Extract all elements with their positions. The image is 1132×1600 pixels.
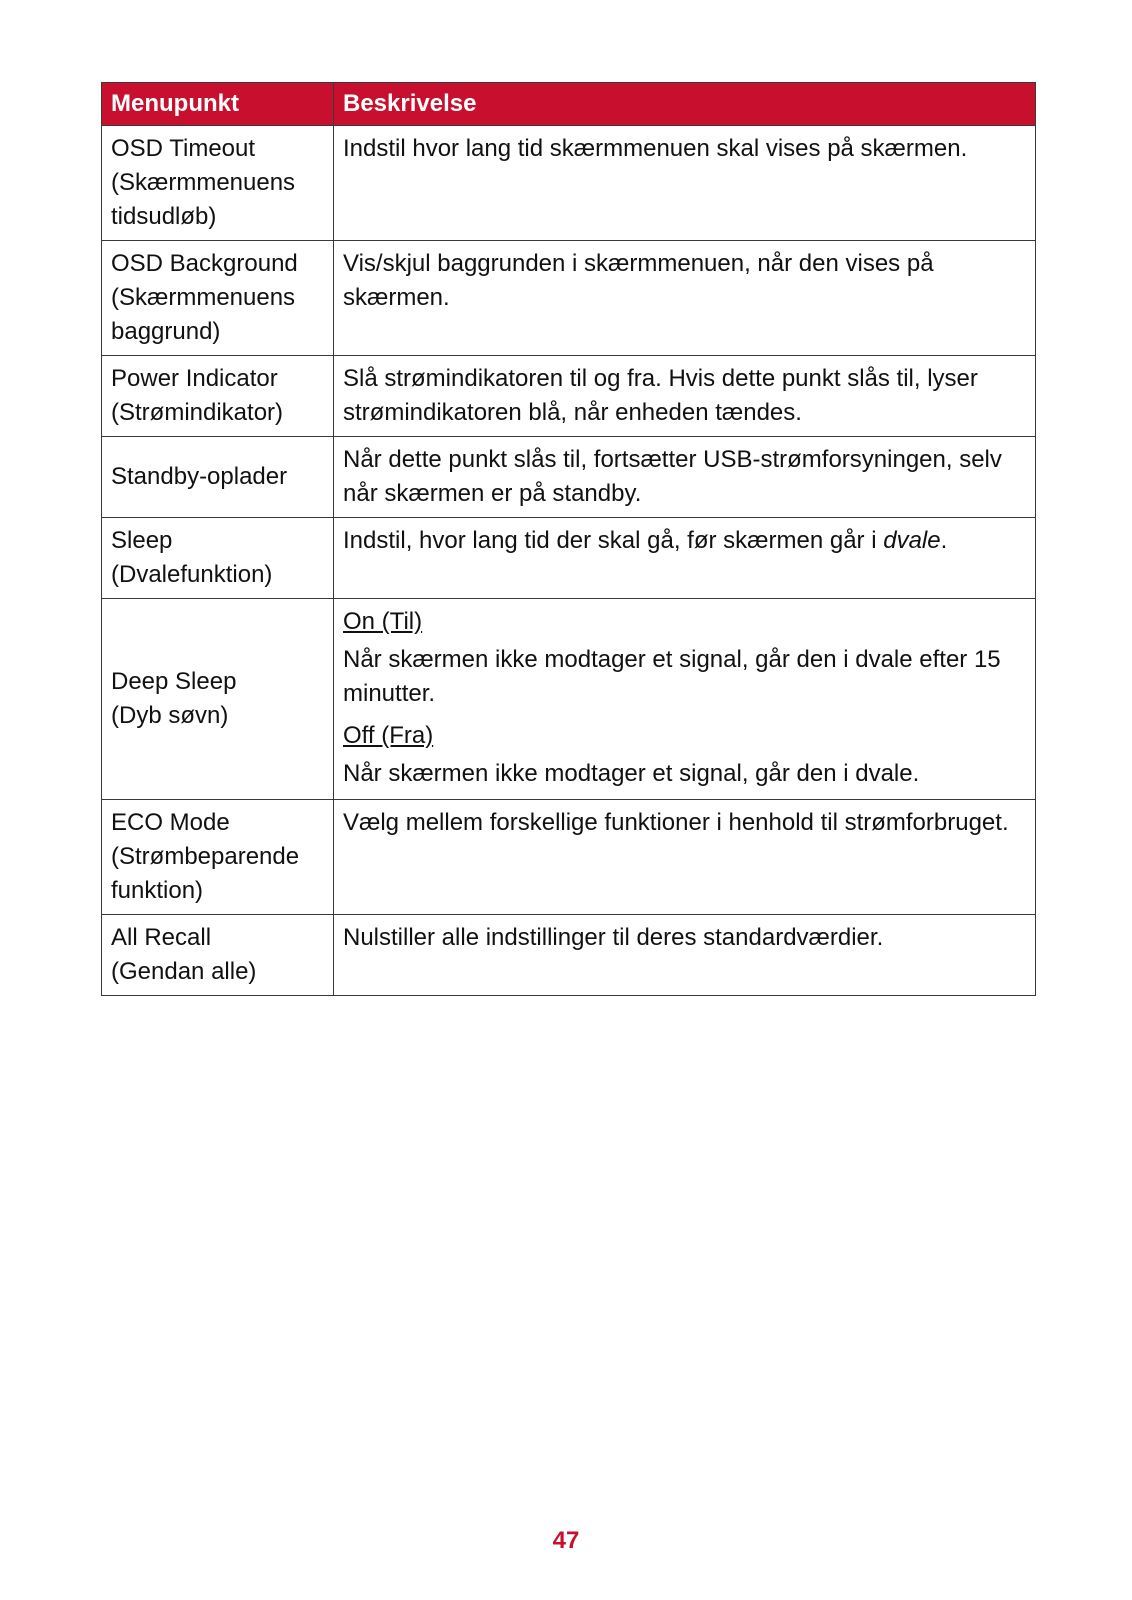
table-header-row	[102, 83, 1036, 126]
description-text: Indstil, hvor lang tid der skal gå, før skærmen går i	[343, 527, 884, 554]
item-line: (Gendan alle)	[111, 958, 257, 985]
option-description-on: Når skærmen ikke modtager et signal, går den i dvale efter 15 minutter.	[343, 646, 1001, 707]
table-row	[102, 437, 1036, 518]
option-heading-on: On (Til)	[343, 608, 423, 635]
header-beskrivelse: Beskrivelse	[334, 83, 1036, 126]
item-cell	[102, 518, 334, 599]
item-line: Sleep	[111, 527, 173, 554]
description-cell: Når dette punkt slås til, fortsætter USB-strømforsyningen, selv når skærmen er på standby.	[334, 437, 1036, 518]
description-italic: dvale	[883, 527, 941, 554]
item-cell	[102, 241, 334, 356]
description-cell: Slå strømindikatoren til og fra. Hvis dette punkt slås til, lyser strømindikatoren blå, når enheden tændes.	[334, 356, 1036, 437]
table-row	[102, 518, 1036, 599]
item-cell	[102, 356, 334, 437]
description-cell: Nulstiller alle indstillinger til deres standardværdier.	[334, 915, 1036, 996]
item-cell	[102, 126, 334, 241]
description-cell: Vælg mellem forskellige funktioner i henhold til strømforbruget.	[334, 800, 1036, 915]
item-line: Deep Sleep	[111, 668, 237, 695]
header-menupunkt: Menupunkt	[102, 83, 334, 126]
item-line: Standby-oplader	[111, 463, 288, 490]
option-description-off: Når skærmen ikke modtager et signal, går den i dvale.	[343, 760, 920, 787]
menu-table	[101, 82, 1036, 996]
option-heading-off: Off (Fra)	[343, 722, 434, 749]
item-line: Power Indicator	[111, 365, 278, 392]
item-cell	[102, 599, 334, 800]
item-line: OSD Background	[111, 250, 298, 277]
item-line: All Recall	[111, 924, 212, 951]
item-line: (Skærmmenuens	[111, 284, 296, 311]
item-line: ECO Mode	[111, 809, 230, 836]
item-line: (Skærmmenuens	[111, 169, 296, 196]
table-row	[102, 800, 1036, 915]
item-line: tidsudløb)	[111, 203, 217, 230]
description-cell	[334, 518, 1036, 599]
description-cell: Indstil hvor lang tid skærmmenuen skal vises på skærmen.	[334, 126, 1036, 241]
description-suffix: .	[940, 527, 948, 554]
item-cell	[102, 437, 334, 518]
item-cell	[102, 800, 334, 915]
item-line: OSD Timeout	[111, 135, 256, 162]
item-line: (Dyb søvn)	[111, 702, 229, 729]
item-line: (Dvalefunktion)	[111, 561, 273, 588]
item-cell	[102, 915, 334, 996]
description-cell	[334, 599, 1036, 800]
table-row	[102, 915, 1036, 996]
item-line: (Strømbeparende	[111, 843, 300, 870]
item-line: (Strømindikator)	[111, 399, 284, 426]
table-row	[102, 241, 1036, 356]
page-number: 47	[552, 1527, 580, 1554]
item-line: funktion)	[111, 877, 204, 904]
description-cell: Vis/skjul baggrunden i skærmmenuen, når den vises på skærmen.	[334, 241, 1036, 356]
table-row	[102, 356, 1036, 437]
item-line: baggrund)	[111, 318, 221, 345]
table-row	[102, 599, 1036, 800]
table-row	[102, 126, 1036, 241]
